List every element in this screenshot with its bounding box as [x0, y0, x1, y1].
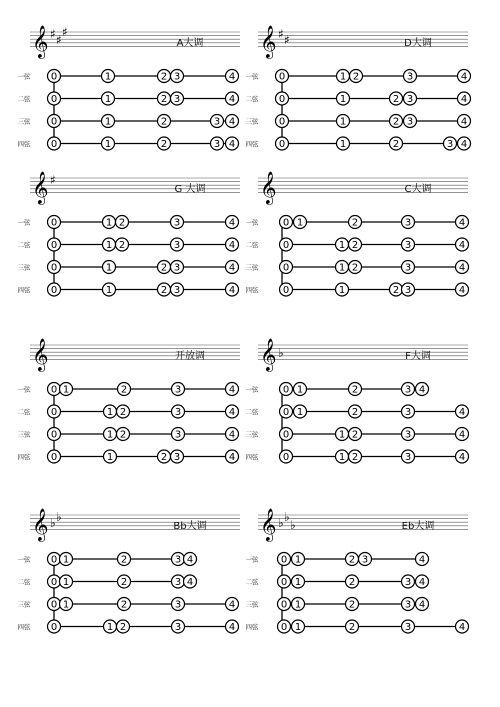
finger-number: 1 [62, 599, 70, 611]
finger-number: 2 [351, 217, 359, 229]
finger-number: 1 [339, 139, 347, 151]
finger-number: 4 [418, 577, 426, 589]
string-label: 二弦 [245, 95, 259, 103]
string-row [246, 238, 469, 251]
finger-number: 2 [351, 452, 359, 464]
finger-number: 0 [282, 217, 290, 229]
finger-number: 3 [173, 240, 181, 252]
finger-number: 2 [392, 139, 400, 151]
finger-number: 2 [118, 240, 126, 252]
finger-number: 0 [50, 285, 58, 297]
finger-number: 1 [294, 622, 302, 634]
finger-number: 1 [338, 240, 346, 252]
finger-number: 1 [294, 554, 302, 566]
key-title: G 大调 [174, 184, 206, 195]
string-label: 四弦 [17, 140, 31, 148]
finger-number: 3 [404, 240, 412, 252]
finger-number: 2 [392, 285, 400, 297]
finger-number: 1 [105, 262, 113, 274]
finger-number: 1 [339, 116, 347, 128]
finger-number: 0 [50, 240, 58, 252]
staff [258, 178, 468, 192]
finger-number: 4 [458, 217, 466, 229]
string-label: 二弦 [17, 408, 31, 416]
string-row [18, 238, 239, 251]
string-row [246, 137, 471, 150]
key-title: D大调 [404, 38, 432, 49]
finger-number: 0 [50, 71, 58, 83]
finger-number: 3 [174, 407, 182, 419]
finger-number: 1 [294, 577, 302, 589]
finger-number: 1 [104, 71, 112, 83]
string-row [18, 553, 197, 566]
finger-number: 2 [160, 116, 168, 128]
treble-clef-icon: 𝄞 [32, 508, 49, 541]
string-label: 二弦 [245, 408, 259, 416]
finger-number: 1 [338, 285, 346, 297]
flat-icon: ♭ [278, 516, 284, 530]
finger-number: 4 [418, 384, 426, 396]
finger-number: 0 [282, 429, 290, 441]
finger-number: 4 [458, 285, 466, 297]
string-row [246, 405, 469, 418]
finger-number: 2 [351, 407, 359, 419]
finger-number: 0 [280, 599, 288, 611]
string-label: 三弦 [17, 430, 31, 439]
string-label: 四弦 [17, 623, 31, 631]
string-label: 二弦 [17, 578, 31, 586]
string-label: 二弦 [17, 241, 31, 249]
string-label: 三弦 [245, 430, 259, 439]
finger-number: 0 [50, 407, 58, 419]
finger-number: 3 [213, 116, 221, 128]
string-label: 三弦 [245, 117, 259, 126]
finger-number: 2 [348, 622, 356, 634]
finger-number: 2 [160, 71, 168, 83]
finger-number: 4 [460, 94, 468, 106]
finger-number: 2 [119, 622, 127, 634]
string-row [18, 92, 239, 105]
finger-number: 3 [173, 452, 181, 464]
finger-number: 0 [280, 554, 288, 566]
flat-icon: ♭ [278, 346, 284, 360]
finger-number: 0 [50, 577, 58, 589]
finger-number: 0 [282, 240, 290, 252]
treble-clef-icon: 𝄞 [260, 508, 277, 541]
string-label: 三弦 [17, 263, 31, 272]
finger-number: 3 [404, 429, 412, 441]
finger-number: 4 [186, 577, 194, 589]
string-row [246, 383, 429, 396]
string-label: 一弦 [245, 385, 259, 394]
finger-number: 0 [282, 262, 290, 274]
staff [258, 345, 468, 359]
finger-number: 2 [160, 94, 168, 106]
string-row [246, 598, 429, 611]
finger-number: 3 [406, 71, 414, 83]
string-label: 四弦 [245, 453, 259, 461]
string-label: 一弦 [245, 72, 259, 81]
finger-number: 3 [173, 94, 181, 106]
finger-number: 4 [228, 285, 236, 297]
finger-number: 3 [173, 285, 181, 297]
finger-number: 2 [351, 262, 359, 274]
finger-number: 3 [173, 217, 181, 229]
finger-number: 0 [280, 622, 288, 634]
finger-number: 1 [338, 262, 346, 274]
string-row [18, 216, 239, 229]
finger-number: 3 [361, 554, 369, 566]
finger-number: 1 [338, 429, 346, 441]
key-title: Bb大调 [173, 521, 207, 532]
finger-number: 2 [160, 452, 168, 464]
finger-number: 0 [50, 262, 58, 274]
string-row [246, 450, 469, 463]
finger-number: 4 [228, 139, 236, 151]
finger-number: 3 [404, 622, 412, 634]
finger-number: 4 [228, 429, 236, 441]
string-row [18, 383, 239, 396]
finger-number: 0 [50, 429, 58, 441]
finger-number: 1 [339, 94, 347, 106]
finger-number: 2 [119, 429, 127, 441]
finger-number: 4 [228, 452, 236, 464]
string-label: 一弦 [17, 72, 31, 81]
sharp-icon: ♯ [50, 27, 56, 41]
sharp-icon: ♯ [278, 27, 284, 41]
string-row [18, 620, 239, 633]
key-title: A大调 [176, 38, 204, 49]
finger-number: 1 [338, 452, 346, 464]
key-panel [18, 25, 241, 150]
finger-number: 2 [352, 71, 360, 83]
sharp-icon: ♯ [284, 33, 290, 47]
string-row [246, 575, 429, 588]
finger-number: 4 [228, 94, 236, 106]
flat-icon: ♭ [290, 518, 296, 532]
finger-number: 2 [160, 139, 168, 151]
string-label: 一弦 [245, 555, 259, 564]
finger-number: 1 [104, 94, 112, 106]
finger-number: 2 [120, 554, 128, 566]
string-row [246, 70, 471, 83]
finger-number: 4 [228, 71, 236, 83]
treble-clef-icon: 𝄞 [32, 171, 49, 204]
finger-number: 0 [50, 139, 58, 151]
finger-number: 2 [120, 384, 128, 396]
finger-number: 3 [446, 139, 454, 151]
string-row [18, 450, 239, 463]
finger-number: 0 [282, 452, 290, 464]
flat-icon: ♭ [50, 516, 56, 530]
finger-number: 4 [418, 599, 426, 611]
finger-number: 0 [278, 139, 286, 151]
finger-number: 1 [339, 71, 347, 83]
string-row [246, 620, 469, 633]
key-panel [246, 171, 469, 296]
finger-number: 4 [186, 554, 194, 566]
finger-number: 3 [404, 285, 412, 297]
string-label: 三弦 [245, 263, 259, 272]
string-row [246, 261, 469, 274]
finger-number: 3 [404, 217, 412, 229]
finger-number: 3 [174, 622, 182, 634]
finger-number: 1 [296, 407, 304, 419]
finger-number: 0 [280, 577, 288, 589]
string-row [18, 115, 239, 128]
key-title: Eb大调 [401, 521, 435, 532]
string-row [18, 405, 239, 418]
finger-number: 4 [458, 622, 466, 634]
string-label: 二弦 [245, 241, 259, 249]
finger-number: 1 [105, 285, 113, 297]
finger-number: 4 [228, 262, 236, 274]
finger-number: 3 [406, 94, 414, 106]
finger-number: 1 [106, 407, 114, 419]
finger-number: 0 [50, 622, 58, 634]
finger-number: 0 [278, 94, 286, 106]
finger-number: 1 [106, 452, 114, 464]
treble-clef-icon: 𝄞 [32, 338, 49, 371]
finger-number: 0 [50, 452, 58, 464]
staff [30, 345, 240, 359]
sharp-icon: ♯ [56, 33, 62, 47]
string-label: 三弦 [17, 600, 31, 609]
finger-number: 4 [458, 407, 466, 419]
finger-number: 0 [50, 217, 58, 229]
finger-number: 0 [282, 285, 290, 297]
finger-number: 4 [228, 116, 236, 128]
finger-number: 0 [50, 554, 58, 566]
finger-number: 3 [174, 384, 182, 396]
finger-number: 1 [62, 384, 70, 396]
string-row [246, 283, 469, 296]
finger-number: 3 [404, 384, 412, 396]
finger-number: 0 [278, 116, 286, 128]
finger-number: 2 [392, 94, 400, 106]
treble-clef-icon: 𝄞 [260, 25, 277, 58]
finger-number: 4 [460, 139, 468, 151]
finger-number: 2 [120, 599, 128, 611]
finger-number: 0 [50, 384, 58, 396]
key-panel [246, 338, 469, 463]
finger-number: 3 [404, 599, 412, 611]
key-title: C大调 [404, 184, 432, 195]
finger-number: 0 [50, 599, 58, 611]
string-row [246, 115, 471, 128]
treble-clef-icon: 𝄞 [260, 171, 277, 204]
finger-number: 2 [348, 577, 356, 589]
finger-number: 0 [282, 407, 290, 419]
string-label: 一弦 [245, 218, 259, 227]
staff [30, 178, 240, 192]
string-row [246, 92, 471, 105]
string-label: 一弦 [17, 385, 31, 394]
string-row [18, 575, 197, 588]
key-title: F大调 [405, 351, 431, 362]
finger-number: 4 [228, 240, 236, 252]
finger-number: 3 [406, 116, 414, 128]
finger-number: 3 [174, 577, 182, 589]
string-row [246, 553, 429, 566]
finger-number: 4 [458, 262, 466, 274]
finger-number: 2 [351, 384, 359, 396]
finger-number: 3 [174, 554, 182, 566]
finger-number: 4 [228, 407, 236, 419]
finger-number: 4 [458, 452, 466, 464]
finger-number: 3 [173, 71, 181, 83]
finger-number: 2 [351, 429, 359, 441]
finger-number: 4 [228, 599, 236, 611]
finger-number: 4 [458, 240, 466, 252]
finger-number: 3 [174, 429, 182, 441]
finger-number: 0 [50, 94, 58, 106]
finger-number: 4 [460, 71, 468, 83]
finger-number: 1 [105, 240, 113, 252]
string-row [18, 70, 239, 83]
finger-number: 2 [160, 262, 168, 274]
finger-number: 1 [296, 217, 304, 229]
finger-number: 3 [404, 452, 412, 464]
finger-number: 2 [120, 577, 128, 589]
finger-number: 2 [348, 599, 356, 611]
finger-number: 1 [62, 554, 70, 566]
finger-number: 4 [418, 554, 426, 566]
finger-number: 2 [351, 240, 359, 252]
string-label: 三弦 [245, 600, 259, 609]
finger-number: 1 [105, 217, 113, 229]
finger-number: 1 [106, 429, 114, 441]
string-row [18, 283, 239, 296]
string-label: 四弦 [245, 140, 259, 148]
finger-number: 4 [228, 622, 236, 634]
finger-number: 2 [392, 116, 400, 128]
finger-number: 4 [458, 429, 466, 441]
finger-number: 3 [404, 577, 412, 589]
key-panel [18, 171, 241, 296]
finger-number: 3 [174, 599, 182, 611]
string-label: 四弦 [245, 623, 259, 631]
finger-number: 3 [213, 139, 221, 151]
finger-number: 2 [348, 554, 356, 566]
finger-number: 0 [282, 384, 290, 396]
finger-number: 4 [228, 217, 236, 229]
finger-number: 1 [104, 116, 112, 128]
finger-number: 1 [296, 384, 304, 396]
flat-icon: ♭ [284, 510, 290, 524]
key-panel [246, 508, 469, 633]
finger-number: 4 [228, 384, 236, 396]
sharp-icon: ♯ [50, 173, 56, 187]
finger-number: 2 [160, 285, 168, 297]
finger-number: 1 [104, 139, 112, 151]
finger-number: 3 [404, 407, 412, 419]
finger-number: 3 [173, 262, 181, 274]
string-label: 一弦 [17, 555, 31, 564]
string-row [246, 428, 469, 441]
treble-clef-icon: 𝄞 [32, 25, 49, 58]
finger-number: 0 [278, 71, 286, 83]
key-title: 开放调 [175, 351, 205, 362]
string-label: 三弦 [17, 117, 31, 126]
finger-number: 2 [119, 407, 127, 419]
string-row [18, 261, 239, 274]
string-label: 二弦 [17, 95, 31, 103]
key-panel [246, 25, 471, 150]
finger-number: 3 [404, 262, 412, 274]
string-row [246, 216, 469, 229]
finger-number: 4 [460, 116, 468, 128]
finger-number: 1 [62, 577, 70, 589]
string-label: 四弦 [17, 453, 31, 461]
string-row [18, 598, 239, 611]
finger-number: 1 [106, 622, 114, 634]
string-row [18, 137, 239, 150]
finger-number: 0 [50, 116, 58, 128]
string-label: 一弦 [17, 218, 31, 227]
finger-number: 1 [294, 599, 302, 611]
sharp-icon: ♯ [62, 25, 68, 39]
string-label: 四弦 [245, 286, 259, 294]
finger-number: 2 [118, 217, 126, 229]
treble-clef-icon: 𝄞 [260, 338, 277, 371]
flat-icon: ♭ [56, 510, 62, 524]
string-label: 四弦 [17, 286, 31, 294]
string-label: 二弦 [245, 578, 259, 586]
string-row [18, 428, 239, 441]
key-panel [18, 338, 241, 463]
key-panel [18, 508, 241, 633]
